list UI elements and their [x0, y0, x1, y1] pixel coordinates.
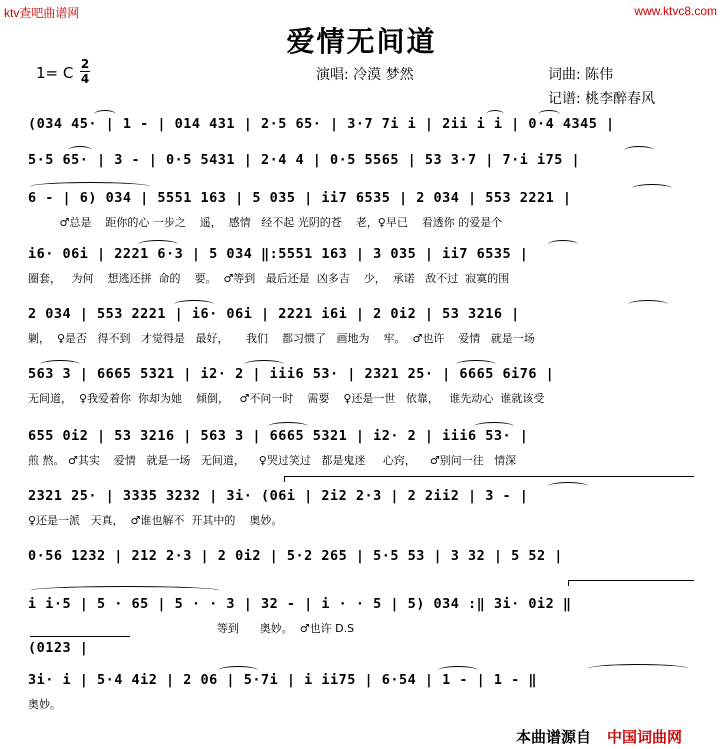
score-row-6 — [28, 366, 696, 410]
time-signature-bottom: 4 — [80, 72, 90, 86]
song-title: 爱情无间道 — [286, 25, 437, 58]
volta-start — [284, 476, 285, 482]
score-row-5 — [28, 306, 696, 350]
notes-line: 563 3 | 6665 5321 | i2· 2 | iii6 53· | 2321 25· | 6665 6i76 | — [28, 366, 555, 382]
singers-credit: 演唱: 冷漠 梦然 — [316, 67, 414, 83]
volta-bracket — [284, 476, 694, 477]
notes-line: (0123 | — [28, 640, 89, 656]
slur — [548, 482, 588, 491]
notation-credit: 记谱: 桃李醉春风 — [548, 91, 656, 107]
time-signature — [80, 58, 90, 85]
slur — [40, 360, 80, 369]
slur — [30, 586, 220, 595]
notes-line: 3i· i | 5·4 4i2 | 2 06 | 5·7i | i ii75 | 6·54 | 1 - | 1 - ‖ — [28, 672, 538, 688]
watermark-left: ktv查吧曲谱网 — [4, 6, 80, 20]
lyrics-line: 奥妙。 — [28, 698, 61, 711]
footer-source — [516, 726, 682, 747]
slur — [94, 110, 116, 119]
slur — [588, 664, 688, 673]
slur — [624, 146, 654, 155]
score-row-4 — [28, 246, 696, 290]
score-row-10 — [28, 596, 696, 640]
notes-line: 6 - | 6) 034 | 5551 163 | 5 035 | ii7 6535 | 2 034 | 553 2221 | — [28, 190, 572, 206]
slur — [218, 666, 258, 675]
volta-start — [568, 580, 569, 586]
slur — [68, 146, 92, 155]
volta-bracket — [568, 580, 694, 581]
score-row-7 — [28, 428, 696, 472]
lyrics-line: ♀还是一派 天真， ♂谁也解不 开其中的 奥妙。 — [28, 514, 283, 527]
lyrics-line: 等到 奥妙。 ♂也许 D.S — [28, 622, 355, 635]
score-row-1 — [28, 116, 696, 156]
slur — [268, 422, 308, 431]
notes-line: 0·56 1232 | 212 2·3 | 2 0i2 | 5·2 265 | 5·5 53 | 3 32 | 5 52 | — [28, 548, 563, 564]
slur — [244, 360, 284, 369]
key-signature: 1= C — [36, 64, 74, 82]
slur — [474, 422, 514, 431]
footer-site-link[interactable]: 中国词曲网 — [607, 728, 683, 746]
slur — [438, 666, 478, 675]
time-signature-top: 2 — [80, 57, 90, 71]
notes-line: 655 0i2 | 53 3216 | 563 3 | 6665 5321 | i2· 2 | iii6 53· | — [28, 428, 529, 444]
slur — [30, 182, 150, 191]
lyrics-line: ♂总是 距你的心 一步之 遥， 感情 经不起 光阴的苍 老，♀早已 看透你 的爱是个 — [28, 216, 503, 229]
lyricist-credit: 词曲: 陈伟 — [548, 67, 614, 83]
lyrics-line: 剿， ♀是否 得不到 才觉得是 最好， 我们 都习惯了 画地为 牢。 ♂也许 爱情 就是一场 — [28, 332, 535, 345]
score-row-3 — [28, 190, 696, 234]
slur — [486, 110, 504, 119]
notes-line: 2321 25· | 3335 3232 | 3i· (06i | 2i2 2·3 | 2 2ii2 | 3 - | — [28, 488, 529, 504]
score-row-12 — [28, 672, 696, 716]
lyrics-line: 煎 熬。 ♂其实 爱情 就是一场 无间道， ♀哭过笑过 都是鬼迷 心窍， ♂别问一往 情深 — [28, 454, 517, 467]
footer-source-label: 本曲谱源自 — [516, 728, 592, 746]
notes-line: (034 45· | 1 - | 014 431 | 2·5 65· | 3·7 7i i | 2ii i i | 0·4 4345 | — [28, 116, 615, 132]
slur — [138, 240, 178, 249]
slur — [538, 110, 560, 119]
score-row-9 — [28, 548, 696, 578]
lyrics-line: 圈套， 为何 想逃还拼 命的 要。 ♂等到 最后还是 凶多吉 少， 承诺 敌不过 寂寞的围 — [28, 272, 510, 285]
notes-line: i6· 06i | 2221 6·3 | 5 034 ‖:5551 163 | 3 035 | ii7 6535 | — [28, 246, 529, 262]
slur — [628, 300, 668, 309]
notes-line: i i·5 | 5 · 65 | 5 · · 3 | 32 - | i · · 5 | 5) 034 :‖ 3i· 0i2 ‖ — [28, 596, 572, 612]
notes-line: 5·5 65· | 3 - | 0·5 5431 | 2·4 4 | 0·5 5565 | 53 3·7 | 7·i i75 | — [28, 152, 581, 168]
slur — [548, 240, 578, 249]
slur — [456, 360, 496, 369]
volta-bracket — [30, 636, 130, 637]
watermark-right: www.ktvc8.com — [634, 4, 717, 18]
lyrics-line: 无间道， ♀我爱着你 你却为她 倾倒， ♂不问一时 需要 ♀还是一世 依靠， 谁先动心 谁就该受 — [28, 392, 545, 405]
slur — [174, 300, 214, 309]
slur — [632, 184, 672, 193]
notes-line: 2 034 | 553 2221 | i6· 06i | 2221 i6i | 2 0i2 | 53 3216 | — [28, 306, 520, 322]
score-row-8 — [28, 488, 696, 532]
score-row-11 — [28, 640, 696, 660]
